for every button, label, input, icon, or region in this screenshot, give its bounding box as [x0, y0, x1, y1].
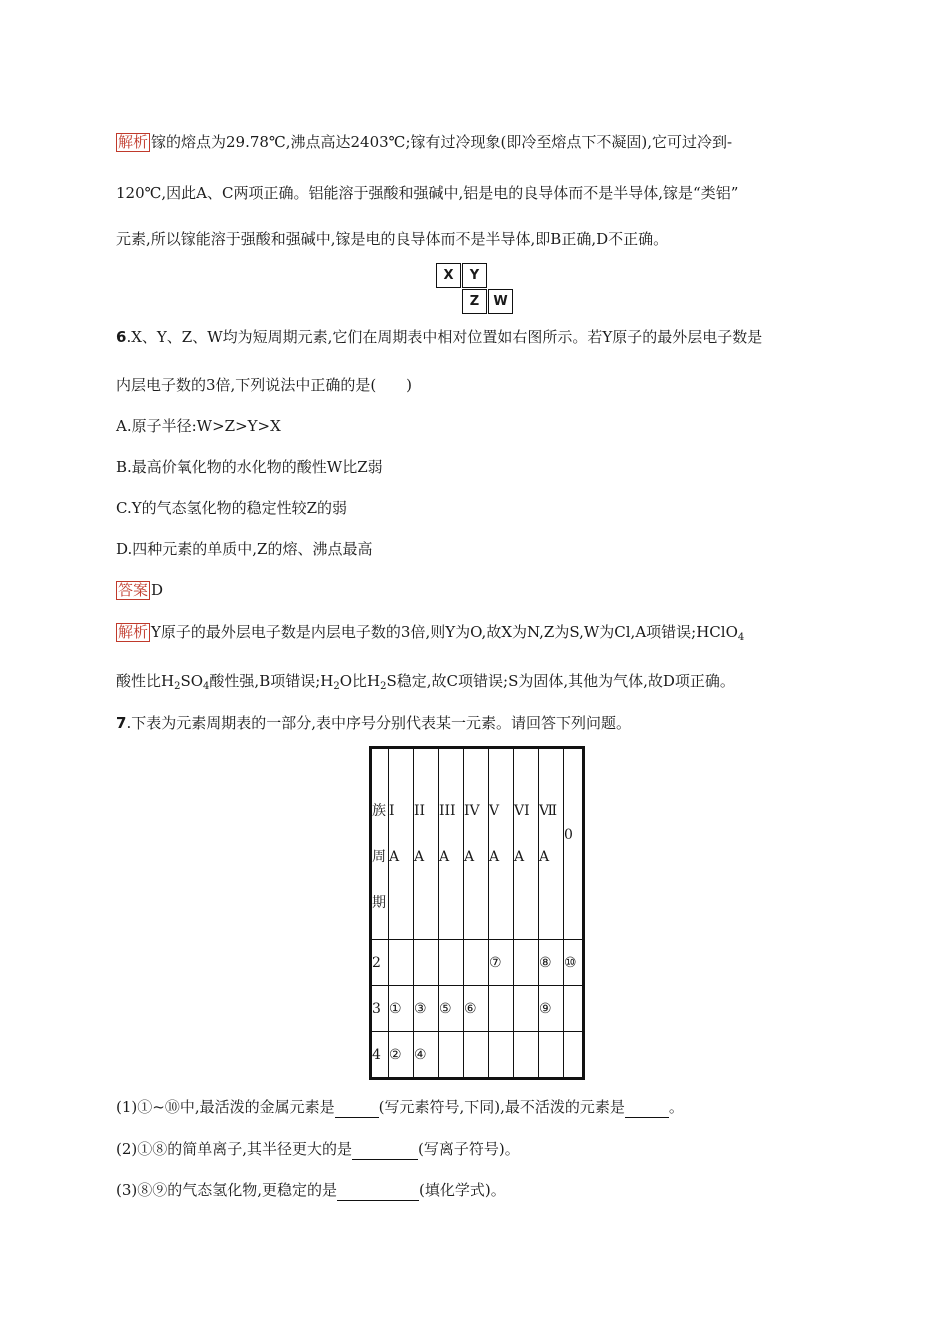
q7-intro: .下表为元素周期表的一部分,表中序号分别代表某一元素。请回答下列问题。 [126, 714, 631, 732]
group-header-3 [439, 748, 464, 940]
table-cell [514, 986, 539, 1032]
q6-option-b: B.最高价氧化物的水化物的酸性W比Z弱 [116, 458, 383, 476]
table-cell [539, 1032, 564, 1079]
q6-exp-sub-2b: 4 [203, 681, 210, 692]
group-header-0-text [564, 749, 582, 871]
table-cell [439, 1032, 464, 1079]
q6-explanation-line-2 [116, 671, 735, 691]
q6-answer: D [151, 581, 164, 599]
group-0-label: 0 [564, 827, 573, 843]
q6-stem-1: .X、Y、Z、W均为短周期元素,它们在周期表中相对位置如右图所示。若Y原子的最外层电子数是 [126, 328, 763, 346]
corner-char-2: 周 [372, 849, 386, 865]
table-cell [514, 940, 539, 986]
corner-char-1: 族 [372, 803, 386, 819]
q7-sub1-text-b: (写元素符号,下同),最不活泼的元素是 [378, 1098, 625, 1116]
group-4-letter: A [464, 849, 475, 865]
table-cell [489, 986, 514, 1032]
table-cell [439, 940, 464, 986]
q7-subquestion-2 [116, 1139, 520, 1160]
group-header-6-text [514, 749, 538, 893]
q7-subquestion-1 [116, 1097, 684, 1118]
q6-explanation-line-1 [116, 622, 744, 642]
group-header-7-text [539, 749, 563, 893]
answer-blank-4[interactable] [337, 1180, 419, 1201]
group-1-letter: A [389, 849, 400, 865]
periodic-table-excerpt [369, 746, 585, 1080]
group-header-1 [389, 748, 414, 940]
table-cell: ④ [414, 1032, 439, 1079]
table-cell: ③ [414, 986, 439, 1032]
q6-exp-sub-2c: 2 [333, 681, 340, 692]
table-cell [389, 940, 414, 986]
group-header-1-text [389, 749, 413, 893]
answer-blank-2[interactable] [625, 1097, 669, 1118]
explanation-line-3: 元素,所以镓能溶于强酸和强碱中,镓是电的良导体而不是半导体,即B正确,D不正确。 [116, 230, 669, 248]
q6-exp-text-2e: S稳定,故C项错误;S为固体,其他为气体,故D项正确。 [386, 672, 735, 690]
q7-sub2-text-a: (2)①⑧的简单离子,其半径更大的是 [116, 1140, 353, 1158]
q6-line-1 [116, 327, 762, 347]
period-cell: 3 [371, 986, 389, 1032]
q6-answer-line [116, 580, 163, 600]
table-cell: ⑦ [489, 940, 514, 986]
group-header-4-text [464, 749, 488, 893]
table-cell [464, 1032, 489, 1079]
corner-cell [371, 748, 389, 940]
table-cell: ⑨ [539, 986, 564, 1032]
group-header-4 [464, 748, 489, 940]
table-cell: ① [389, 986, 414, 1032]
table-cell [514, 1032, 539, 1079]
table-row-period-4 [371, 1032, 584, 1079]
group-6-roman: VI [514, 803, 530, 819]
table-cell [414, 940, 439, 986]
table-cell: ⑧ [539, 940, 564, 986]
group-7-roman: Ⅶ [539, 803, 558, 819]
q6-line-2: 内层电子数的3倍,下列说法中正确的是( ) [116, 376, 413, 394]
table-cell [489, 1032, 514, 1079]
corner-cell-text [372, 749, 388, 939]
q7-intro-line [116, 713, 631, 733]
group-header-7 [539, 748, 564, 940]
group-7-letter: A [539, 849, 550, 865]
table-cell [564, 1032, 584, 1079]
diagram-cell-w: W [488, 289, 513, 314]
q6-option-d: D.四种元素的单质中,Z的熔、沸点最高 [116, 540, 373, 558]
answer-blank-3[interactable] [352, 1139, 418, 1160]
q6-exp-text-2c: 酸性强,B项错误;H [209, 672, 334, 690]
q6-exp-text-1: Y原子的最外层电子数是内层电子数的3倍,则Y为O,故X为N,Z为S,W为Cl,A项错误;HClO [151, 623, 738, 641]
group-2-letter: A [414, 849, 425, 865]
group-3-letter: A [439, 849, 450, 865]
table-cell [464, 940, 489, 986]
q6-exp-sub-2a: 2 [174, 681, 181, 692]
q7-subquestion-3 [116, 1180, 506, 1201]
explanation-text-1: 镓的熔点为29.78℃,沸点高达2403℃;镓有过冷现象(即冷至熔点下不凝固),它可过冷到- [151, 133, 733, 151]
table-cell [564, 986, 584, 1032]
periodic-table-header-row [371, 748, 584, 940]
q7-sub3-text-a: (3)⑧⑨的气态氢化物,更稳定的是 [116, 1181, 338, 1199]
q6-option-a: A.原子半径:W>Z>Y>X [116, 417, 281, 435]
group-4-roman: IV [464, 803, 480, 819]
group-header-5-text [489, 749, 513, 893]
period-cell: 2 [371, 940, 389, 986]
table-cell: ⑤ [439, 986, 464, 1032]
q7-sub1-text-c: 。 [668, 1098, 684, 1116]
q6-exp-sub-1: 4 [737, 632, 745, 643]
explanation-line-2: 120℃,因此A、C两项正确。铝能溶于强酸和强碱中,铝是电的良导体而不是半导体,镓是“类铝” [116, 184, 739, 202]
group-5-letter: A [489, 849, 500, 865]
group-header-3-text [439, 749, 463, 893]
group-header-0 [564, 748, 584, 940]
table-row-period-2 [371, 940, 584, 986]
diagram-cell-z: Z [462, 289, 487, 314]
answer-tag: 答案 [118, 581, 149, 599]
table-cell: ② [389, 1032, 414, 1079]
group-header-5 [489, 748, 514, 940]
group-5-roman: V [489, 803, 500, 819]
group-6-letter: A [514, 849, 525, 865]
q7-number: 7 [116, 714, 127, 732]
q6-exp-text-2d: O比H [339, 672, 381, 690]
q7-sub2-text-b: (写离子符号)。 [418, 1140, 520, 1158]
table-row-period-3 [371, 986, 584, 1032]
answer-blank-1[interactable] [335, 1097, 379, 1118]
diagram-cell-x: X [436, 263, 461, 288]
diagram-cell-y: Y [462, 263, 487, 288]
group-header-2 [414, 748, 439, 940]
table-cell: ⑩ [564, 940, 584, 986]
q6-exp-sub-2d: 2 [380, 681, 387, 692]
group-header-6 [514, 748, 539, 940]
explanation-tag: 解析 [118, 133, 149, 151]
period-cell: 4 [371, 1032, 389, 1079]
q7-sub3-text-b: (填化学式)。 [419, 1181, 506, 1199]
group-2-roman: II [414, 803, 426, 819]
q6-number: 6 [116, 328, 127, 346]
explanation-line-1 [116, 132, 732, 152]
group-header-2-text [414, 749, 438, 893]
q6-explanation-tag: 解析 [118, 623, 149, 641]
q6-exp-text-2a: 酸性比H [116, 672, 175, 690]
q6-option-c: C.Y的气态氢化物的稳定性较Z的弱 [116, 499, 348, 517]
group-1-roman: I [389, 803, 395, 819]
group-3-roman: III [439, 803, 456, 819]
q6-exp-text-2b: SO [180, 672, 204, 690]
corner-char-3: 期 [372, 895, 386, 911]
table-cell: ⑥ [464, 986, 489, 1032]
q7-sub1-text-a: (1)①~⑩中,最活泼的金属元素是 [116, 1098, 335, 1116]
